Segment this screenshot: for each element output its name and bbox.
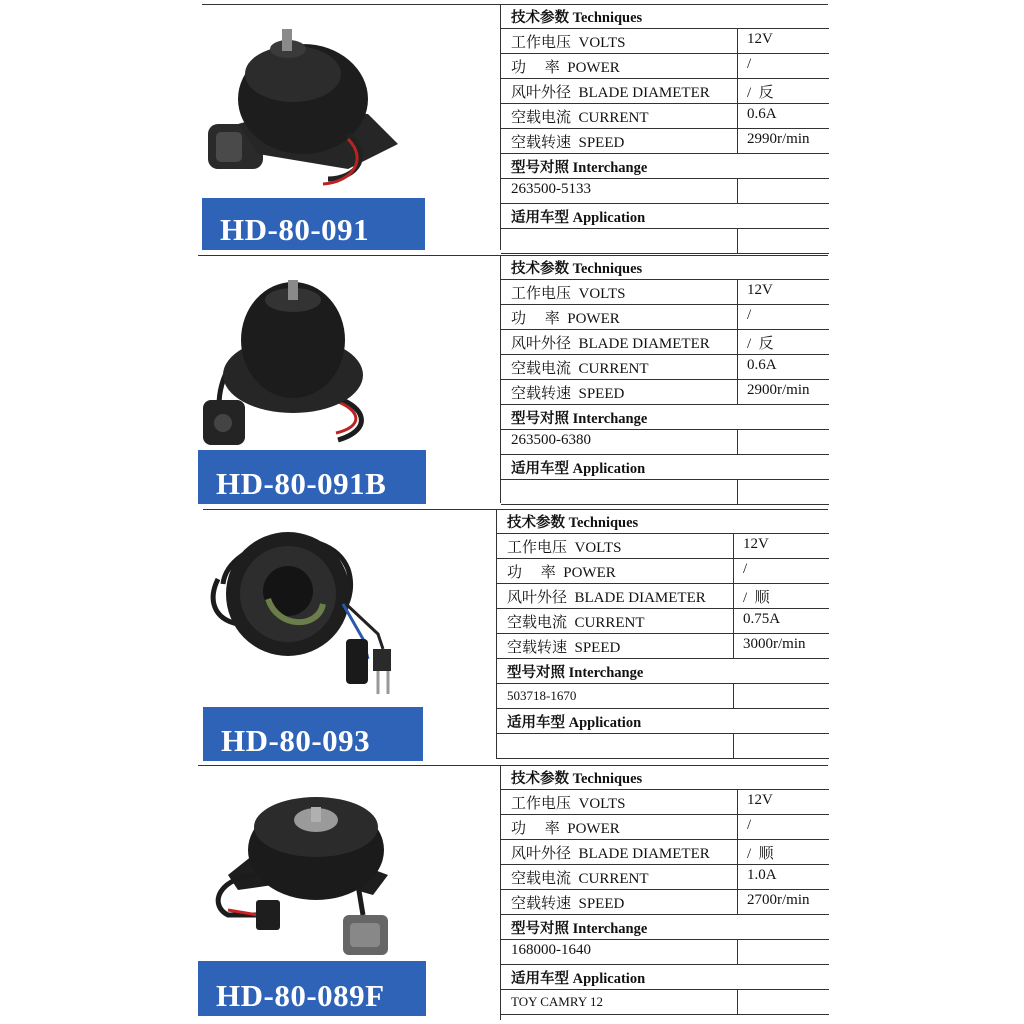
interchange-header-row <box>501 405 829 430</box>
spec-value: / <box>743 561 748 577</box>
spec-value: 1.0A <box>747 867 777 883</box>
spec-row <box>501 355 829 380</box>
spec-value: 3000r/min <box>743 636 806 652</box>
spec-row <box>497 559 829 584</box>
model-name: HD-80-091 <box>220 212 370 247</box>
model-name: HD-80-093 <box>221 723 371 758</box>
spec-value: 12V <box>747 282 773 298</box>
spec-label: 功 率 POWER <box>511 60 620 76</box>
spec-row <box>501 29 829 54</box>
spec-label: 工作电压 VOLTS <box>511 35 626 51</box>
spec-table <box>496 509 829 759</box>
spec-table <box>500 255 829 503</box>
spec-value: 2900r/min <box>747 382 810 398</box>
spec-label: 工作电压 VOLTS <box>511 796 626 812</box>
spec-label: 空载转速 SPEED <box>511 386 625 402</box>
interchange-row <box>501 430 829 455</box>
interchange-value: 263500-5133 <box>511 181 591 197</box>
spec-table <box>500 4 829 250</box>
spec-label: 空载电流 CURRENT <box>511 110 649 126</box>
spec-table <box>500 765 829 1020</box>
spec-row <box>501 790 829 815</box>
application-row <box>501 480 829 505</box>
product-block-3 <box>198 509 828 764</box>
application-header-row <box>501 455 829 480</box>
spec-label: 功 率 POWER <box>507 565 616 581</box>
interchange-header: 型号对照 Interchange <box>511 160 648 176</box>
spec-label: 工作电压 VOLTS <box>507 540 622 556</box>
product-block-4 <box>198 765 828 1020</box>
interchange-value: 503718-1670 <box>507 688 577 703</box>
interchange-row <box>501 179 829 204</box>
application-value: TOY CAMRY 12 <box>511 994 603 1009</box>
spec-label: 风叶外径 BLADE DIAMETER <box>511 85 710 101</box>
model-label <box>198 961 426 1016</box>
application-row <box>497 734 829 759</box>
application-header-row <box>497 709 829 734</box>
techniques-header: 技术参数 Techniques <box>511 261 643 277</box>
spec-row <box>501 104 829 129</box>
application-row <box>501 990 829 1015</box>
application-header: 适用车型 Application <box>511 210 646 226</box>
spec-label: 风叶外径 BLADE DIAMETER <box>511 336 710 352</box>
techniques-header: 技术参数 Techniques <box>507 515 639 531</box>
spec-row <box>497 584 829 609</box>
spec-row <box>501 79 829 104</box>
application-row <box>501 229 829 254</box>
application-header: 适用车型 Application <box>511 971 646 987</box>
techniques-row <box>501 4 829 29</box>
spec-label: 空载转速 SPEED <box>511 135 625 151</box>
spec-row <box>497 609 829 634</box>
product-block-2 <box>198 255 828 507</box>
product-block-1 <box>198 4 828 256</box>
interchange-row <box>497 684 829 709</box>
spec-row <box>501 380 829 405</box>
techniques-row <box>501 255 829 280</box>
model-name: HD-80-091B <box>216 466 387 501</box>
spec-label: 功 率 POWER <box>511 311 620 327</box>
interchange-value: 168000-1640 <box>511 942 591 958</box>
spec-value: 0.6A <box>747 357 777 373</box>
application-header-row <box>501 965 829 990</box>
spec-row <box>497 634 829 659</box>
spec-value: / <box>747 56 752 72</box>
spec-value: 2700r/min <box>747 892 810 908</box>
application-header: 适用车型 Application <box>507 715 642 731</box>
interchange-header-row <box>501 154 829 179</box>
interchange-header-row <box>501 915 829 940</box>
application-header: 适用车型 Application <box>511 461 646 477</box>
spec-value: / 顺 <box>743 590 770 606</box>
spec-row <box>501 865 829 890</box>
spec-row <box>497 534 829 559</box>
spec-label: 空载转速 SPEED <box>507 640 621 656</box>
spec-label: 风叶外径 BLADE DIAMETER <box>507 590 706 606</box>
techniques-row <box>501 765 829 790</box>
interchange-header: 型号对照 Interchange <box>511 921 648 937</box>
spec-value: / 反 <box>747 336 774 352</box>
spec-value: / 顺 <box>747 846 774 862</box>
spec-value: 12V <box>743 536 769 552</box>
techniques-header: 技术参数 Techniques <box>511 771 643 787</box>
spec-value: 12V <box>747 31 773 47</box>
spec-label: 空载电流 CURRENT <box>507 615 645 631</box>
application-header-row <box>501 204 829 229</box>
spec-value: / <box>747 817 752 833</box>
spec-value: / 反 <box>747 85 774 101</box>
spec-value: 12V <box>747 792 773 808</box>
spec-label: 功 率 POWER <box>511 821 620 837</box>
model-label <box>203 707 423 761</box>
spec-label: 风叶外径 BLADE DIAMETER <box>511 846 710 862</box>
spec-row <box>501 129 829 154</box>
interchange-value: 263500-6380 <box>511 432 591 448</box>
spec-value: 2990r/min <box>747 131 810 147</box>
interchange-header-row <box>497 659 829 684</box>
interchange-header: 型号对照 Interchange <box>507 665 644 681</box>
spec-row <box>501 840 829 865</box>
techniques-row <box>497 509 829 534</box>
spec-value: / <box>747 307 752 323</box>
model-label <box>198 450 426 504</box>
model-label <box>202 198 425 250</box>
interchange-header: 型号对照 Interchange <box>511 411 648 427</box>
spec-label: 工作电压 VOLTS <box>511 286 626 302</box>
interchange-row <box>501 940 829 965</box>
spec-value: 0.6A <box>747 106 777 122</box>
spec-label: 空载转速 SPEED <box>511 896 625 912</box>
spec-row <box>501 815 829 840</box>
spec-row <box>501 54 829 79</box>
spec-label: 空载电流 CURRENT <box>511 871 649 887</box>
techniques-header: 技术参数 Techniques <box>511 10 643 26</box>
spec-value: 0.75A <box>743 611 781 627</box>
spec-row <box>501 280 829 305</box>
spec-row <box>501 305 829 330</box>
model-name: HD-80-089F <box>216 978 385 1013</box>
spec-label: 空载电流 CURRENT <box>511 361 649 377</box>
spec-row <box>501 330 829 355</box>
spec-row <box>501 890 829 915</box>
